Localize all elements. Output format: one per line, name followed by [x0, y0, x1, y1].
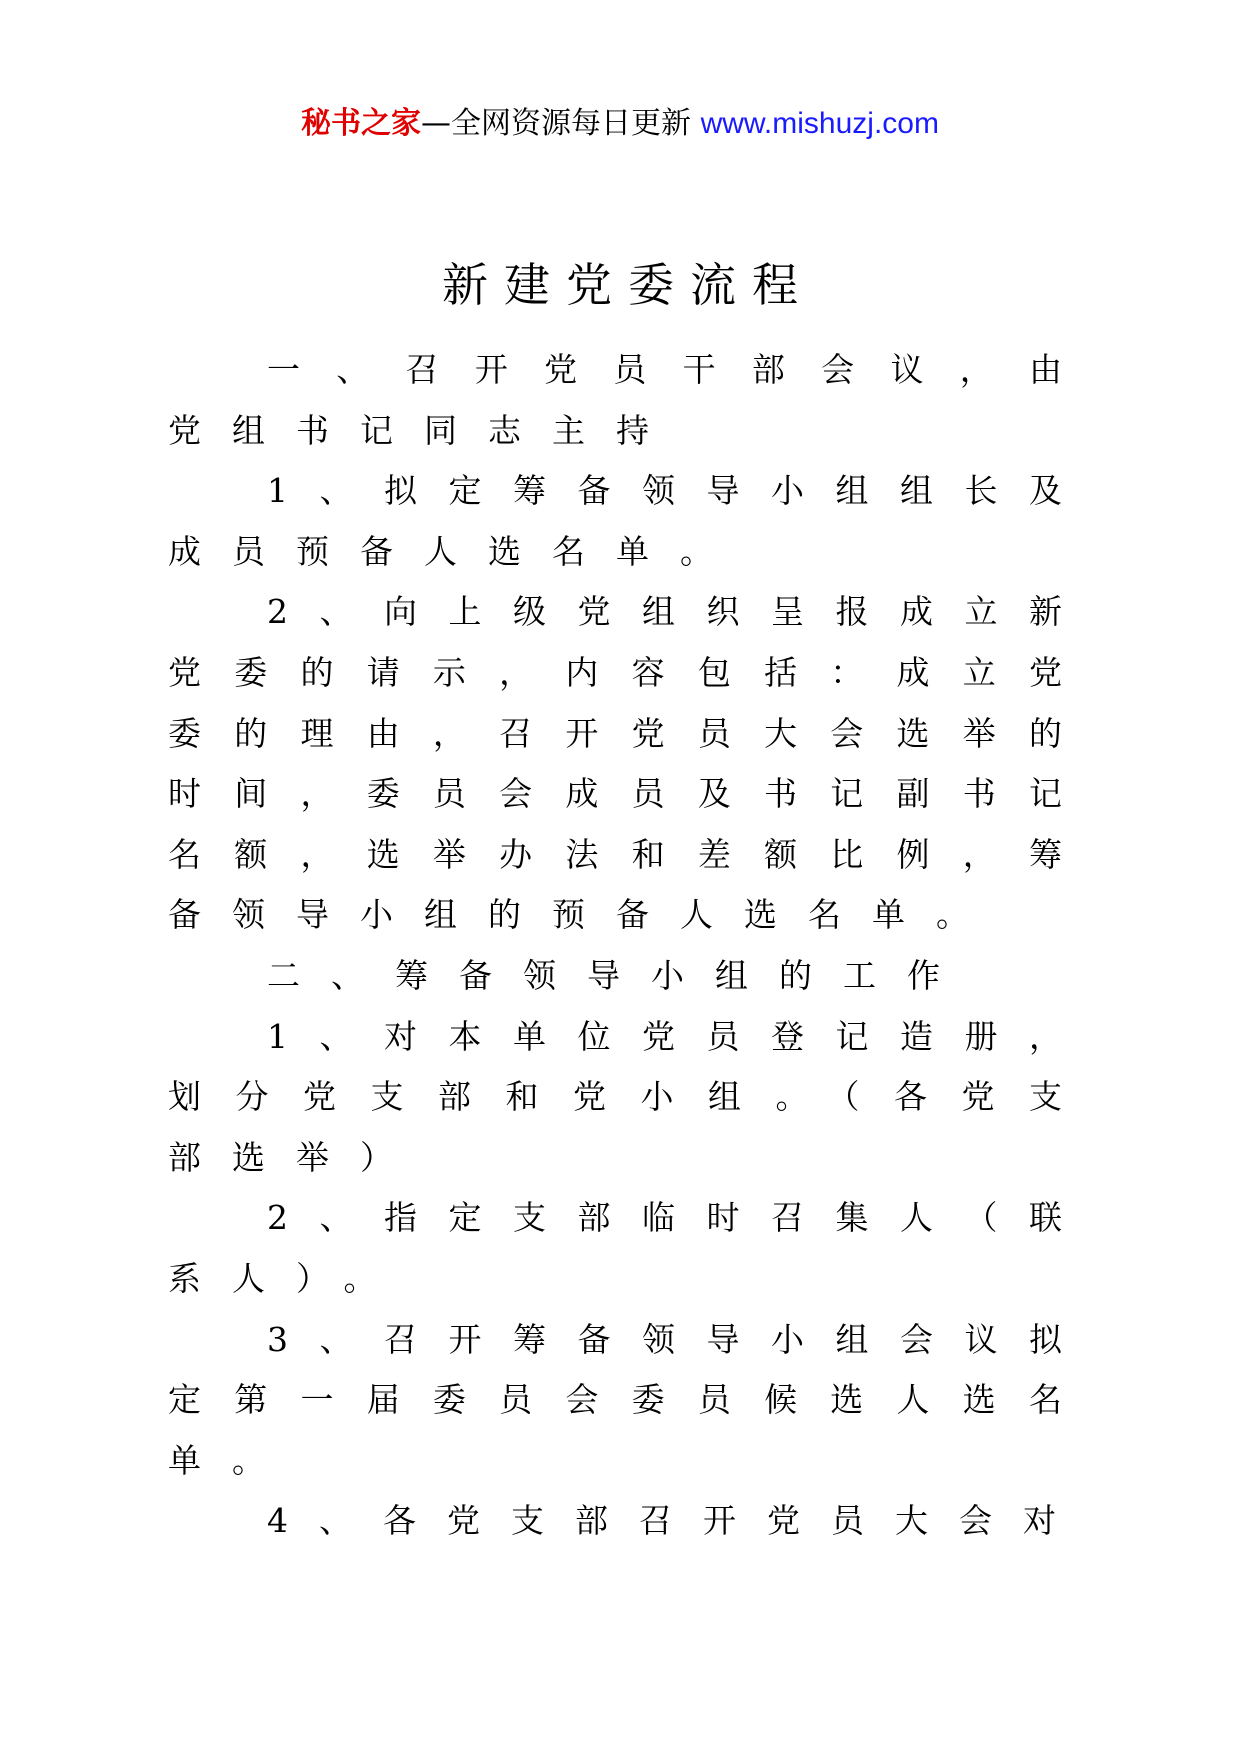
paragraph: 2、指定支部临时召集人（联系人）。: [168, 1198, 1093, 1298]
section-heading-2: 二、筹备领导小组的工作: [267, 955, 971, 995]
document-body: [168, 340, 1093, 1552]
section-heading-1: 一、召开党员干部会议，由党组书记同志主持: [168, 350, 1093, 450]
site-header: [0, 100, 1240, 148]
site-brand: 秘书之家: [301, 106, 422, 141]
paragraph: 3、召开筹备领导小组会议拟定第一届委员会委员候选人选名单。: [168, 1319, 1093, 1480]
paragraph: 2、向上级党组织呈报成立新党委的请示，内容包括：成立党委的理由，召开党员大会选举的时间，委员会成员及书记副书记名额，选举办法和差额比例，筹备领导小组的预备人选名单。: [168, 592, 1093, 935]
site-url-link[interactable]: www.mishuzj.com: [700, 107, 939, 140]
paragraph: 1、对本单位党员登记造册，划分党支部和党小组。（各党支部选举）: [168, 1016, 1093, 1177]
paragraph: 4、各党支部召开党员大会对: [267, 1501, 1087, 1541]
site-tagline: —全网资源每日更新: [421, 106, 692, 141]
document-title: 新建党委流程: [442, 258, 814, 312]
paragraph: 1、拟定筹备领导小组组长及成员预备人选名单。: [168, 471, 1093, 571]
